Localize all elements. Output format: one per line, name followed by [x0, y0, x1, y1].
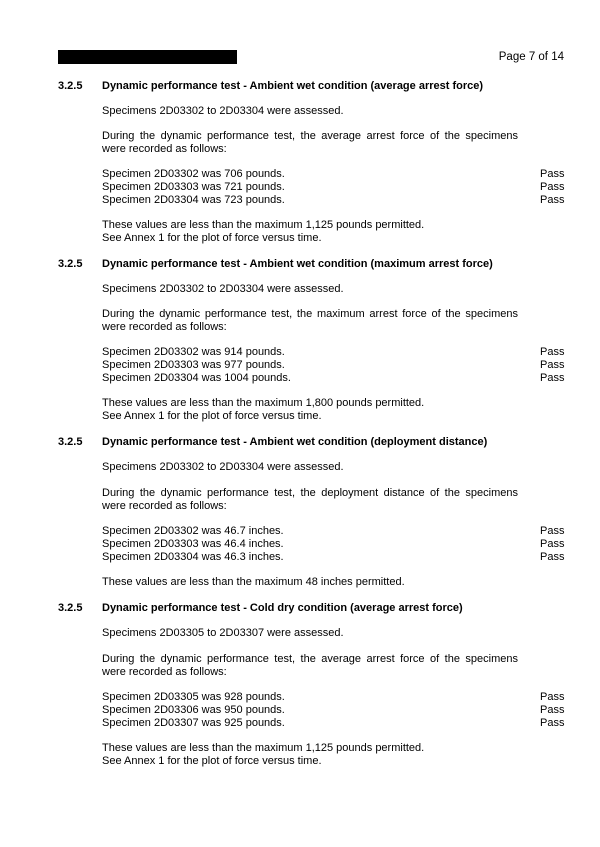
- section-title: Dynamic performance test - Ambient wet condition (average arrest force): [102, 80, 484, 92]
- redacted-header-block: [58, 50, 237, 64]
- section-number: 3.2.5: [58, 80, 83, 92]
- result-row: Specimen 2D03302 was 706 pounds.: [102, 168, 285, 180]
- section-number: 3.2.5: [58, 602, 83, 614]
- result-status: Pass: [540, 717, 565, 729]
- result-status: Pass: [540, 181, 565, 193]
- result-status: Pass: [540, 551, 565, 563]
- result-row: Specimen 2D03303 was 977 pounds.: [102, 359, 285, 371]
- section-number: 3.2.5: [58, 258, 83, 270]
- assessed-text: Specimens 2D03302 to 2D03304 were assessed.: [102, 461, 344, 473]
- result-status: Pass: [540, 691, 565, 703]
- result-status: Pass: [540, 372, 565, 384]
- section-number: 3.2.5: [58, 436, 83, 448]
- result-status: Pass: [540, 194, 565, 206]
- result-row: Specimen 2D03306 was 950 pounds.: [102, 704, 285, 716]
- section-title: Dynamic performance test - Cold dry condition (average arrest force): [102, 602, 463, 614]
- intro-text: During the dynamic performance test, the average arrest force of the specimens were recorded as follows:: [102, 653, 518, 678]
- result-row: Specimen 2D03305 was 928 pounds.: [102, 691, 285, 703]
- annex-note: See Annex 1 for the plot of force versus time.: [102, 232, 322, 244]
- assessed-text: Specimens 2D03302 to 2D03304 were assessed.: [102, 105, 344, 117]
- result-status: Pass: [540, 346, 565, 358]
- result-row: Specimen 2D03303 was 721 pounds.: [102, 181, 285, 193]
- assessed-text: Specimens 2D03302 to 2D03304 were assessed.: [102, 283, 344, 295]
- result-status: Pass: [540, 525, 565, 537]
- annex-note: See Annex 1 for the plot of force versus time.: [102, 755, 322, 767]
- result-row: Specimen 2D03304 was 1004 pounds.: [102, 372, 291, 384]
- intro-text: During the dynamic performance test, the average arrest force of the specimens were recorded as follows:: [102, 130, 518, 155]
- limit-note: These values are less than the maximum 1,125 pounds permitted.: [102, 742, 425, 754]
- assessed-text: Specimens 2D03305 to 2D03307 were assessed.: [102, 627, 344, 639]
- result-status: Pass: [540, 538, 565, 550]
- intro-text: During the dynamic performance test, the maximum arrest force of the specimens were recorded as follows:: [102, 308, 518, 333]
- section-title: Dynamic performance test - Ambient wet condition (maximum arrest force): [102, 258, 493, 270]
- limit-note: These values are less than the maximum 48 inches permitted.: [102, 576, 405, 588]
- result-row: Specimen 2D03307 was 925 pounds.: [102, 717, 285, 729]
- annex-note: See Annex 1 for the plot of force versus time.: [102, 410, 322, 422]
- page-number: Page 7 of 14: [498, 51, 564, 63]
- result-status: Pass: [540, 168, 565, 180]
- intro-text: During the dynamic performance test, the deployment distance of the specimens were recorded as follows:: [102, 487, 518, 512]
- result-row: Specimen 2D03303 was 46.4 inches.: [102, 538, 284, 550]
- result-status: Pass: [540, 704, 565, 716]
- result-row: Specimen 2D03302 was 914 pounds.: [102, 346, 285, 358]
- limit-note: These values are less than the maximum 1,800 pounds permitted.: [102, 397, 425, 409]
- limit-note: These values are less than the maximum 1,125 pounds permitted.: [102, 219, 425, 231]
- result-row: Specimen 2D03302 was 46.7 inches.: [102, 525, 284, 537]
- result-status: Pass: [540, 359, 565, 371]
- result-row: Specimen 2D03304 was 723 pounds.: [102, 194, 285, 206]
- result-row: Specimen 2D03304 was 46.3 inches.: [102, 551, 284, 563]
- section-title: Dynamic performance test - Ambient wet condition (deployment distance): [102, 436, 488, 448]
